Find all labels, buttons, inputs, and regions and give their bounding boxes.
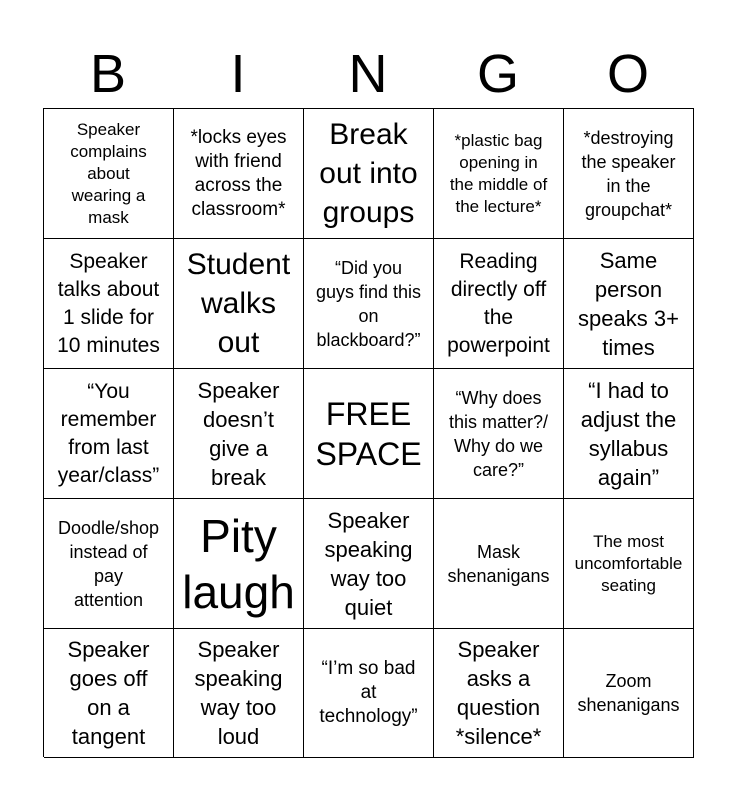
header-letter-b: B: [89, 44, 127, 104]
cell-text: Doodle/shop instead of pay attention: [57, 517, 160, 610]
bingo-cell[interactable]: [44, 499, 174, 629]
bingo-cell[interactable]: [44, 629, 174, 758]
bingo-cell[interactable]: [304, 629, 434, 758]
bingo-cell[interactable]: [564, 499, 694, 629]
cell-text: Mask shenanigans: [447, 541, 550, 586]
bingo-cell[interactable]: [564, 239, 694, 369]
bingo-cell[interactable]: [304, 499, 434, 629]
cell-text: *locks eyes with friend across the classroom*: [190, 126, 287, 220]
cell-text: *destroying the speaker in the groupchat*: [581, 127, 676, 220]
bingo-grid: [43, 108, 694, 757]
cell-text: The most uncomfortable seating: [574, 531, 683, 595]
bingo-cell[interactable]: [174, 499, 304, 629]
bingo-cell[interactable]: [434, 109, 564, 239]
bingo-cell[interactable]: [564, 369, 694, 499]
bingo-cell[interactable]: [44, 239, 174, 369]
cell-text: Speaker goes off on a tangent: [67, 637, 150, 749]
free-space-cell[interactable]: [304, 369, 434, 499]
cell-text: “I had to adjust the syllabus again”: [580, 377, 677, 490]
bingo-header: [43, 40, 693, 108]
bingo-cell[interactable]: [564, 629, 694, 758]
cell-text: Speaker doesn’t give a break: [197, 377, 280, 490]
bingo-cell[interactable]: [174, 629, 304, 758]
bingo-cell[interactable]: [434, 499, 564, 629]
cell-text: Break out into groups: [319, 118, 418, 229]
bingo-cell[interactable]: [434, 369, 564, 499]
header-letter-i: I: [230, 44, 246, 104]
cell-text: Speaker talks about 1 slide for 10 minutes: [57, 249, 160, 357]
cell-text: Speaker speaking way too quiet: [324, 507, 413, 620]
cell-text: Student walks out: [186, 248, 291, 359]
cell-text: Same person speaks 3+ times: [578, 247, 679, 360]
header-letter-n: N: [348, 44, 388, 104]
cell-text: FREE SPACE: [315, 395, 422, 472]
bingo-cell[interactable]: [304, 109, 434, 239]
bingo-cell[interactable]: [434, 629, 564, 758]
bingo-cell[interactable]: [564, 109, 694, 239]
cell-text: “You remember from last year/class”: [57, 379, 160, 487]
header-letter-g: G: [476, 44, 519, 104]
bingo-cell[interactable]: [174, 239, 304, 369]
bingo-cell[interactable]: [174, 109, 304, 239]
bingo-cell[interactable]: [304, 239, 434, 369]
cell-text: Speaker asks a question *silence*: [455, 637, 542, 749]
cell-text: “Why does this matter?/ Why do we care?”: [448, 387, 549, 480]
cell-text: “Did you guys find this on blackboard?”: [315, 257, 422, 350]
header-letter-o: O: [606, 44, 649, 104]
bingo-cell[interactable]: [44, 109, 174, 239]
bingo-cell[interactable]: [434, 239, 564, 369]
cell-text: Speaker speaking way too loud: [194, 637, 283, 749]
bingo-cell[interactable]: [174, 369, 304, 499]
cell-text: Zoom shenanigans: [577, 671, 680, 715]
cell-text: Speaker complains about wearing a mask: [70, 119, 147, 227]
cell-text: “I’m so bad at technology”: [319, 658, 418, 727]
cell-text: Pity laugh: [182, 509, 295, 618]
cell-text: *plastic bag opening in the middle of the lecture*: [449, 130, 548, 216]
bingo-cell[interactable]: [44, 369, 174, 499]
cell-text: Reading directly off the powerpoint: [447, 249, 550, 357]
